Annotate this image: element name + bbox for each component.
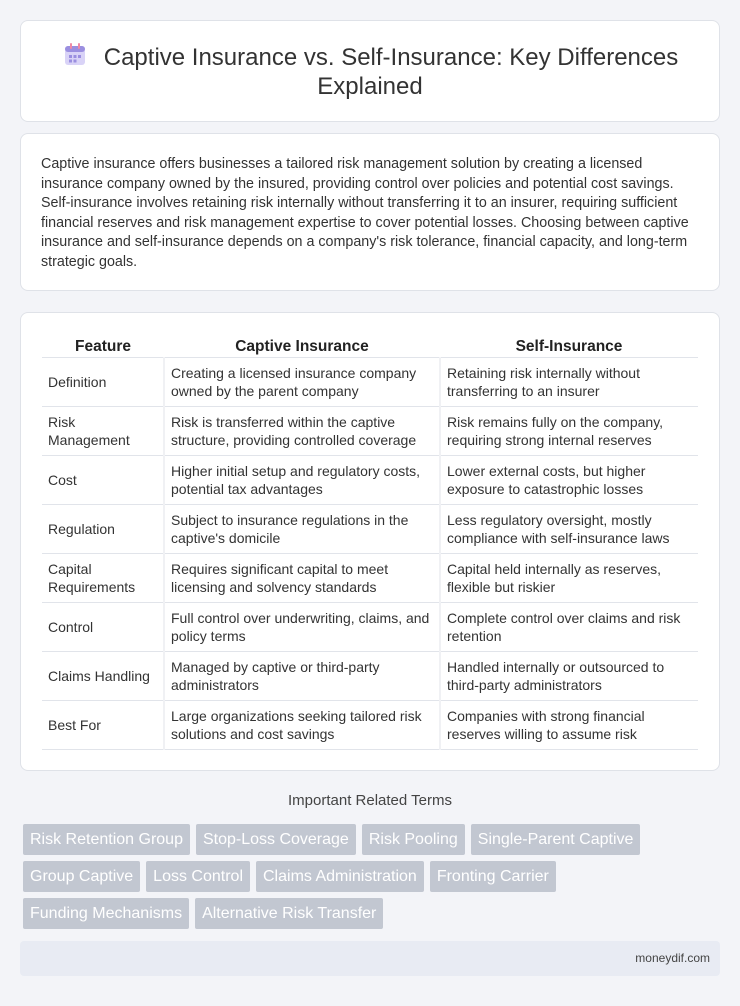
tag-risk-pooling[interactable]: Risk Pooling xyxy=(362,824,465,855)
intro-card xyxy=(20,133,720,291)
tag-risk-retention-group[interactable]: Risk Retention Group xyxy=(23,824,190,855)
table-row xyxy=(42,406,698,455)
intro-paragraph: Captive insurance offers businesses a tailored risk management solution by creating a licensed insurance company owned by the insured, providing control over policies and potential cost savings. Self-insurance involves retaining risk internally without transferring it to an insurer, requiring sufficient financial reserves and risk management expertise to cover potential losses. Choosing between captive insurance and self-insurance depends on a company's risk tolerance, financial capacity, and long-term strategic goals. xyxy=(41,156,689,270)
captive-cell: Managed by captive or third-party administrators xyxy=(164,651,440,700)
self-cell: Lower external costs, but higher exposure to catastrophic losses xyxy=(440,455,698,504)
feature-cell: Definition xyxy=(42,357,164,406)
self-cell: Complete control over claims and risk retention xyxy=(440,602,698,651)
feature-cell: Cost xyxy=(42,455,164,504)
title-card xyxy=(20,20,720,122)
tag-single-parent-captive[interactable]: Single-Parent Captive xyxy=(471,824,641,855)
feature-cell: Best For xyxy=(42,700,164,749)
table-row xyxy=(42,553,698,602)
self-cell: Handled internally or outsourced to third-party administrators xyxy=(440,651,698,700)
tag-stop-loss-coverage[interactable]: Stop-Loss Coverage xyxy=(196,824,356,855)
tag-funding-mechanisms[interactable]: Funding Mechanisms xyxy=(23,898,189,929)
header-feature: Feature xyxy=(42,333,164,357)
self-cell: Less regulatory oversight, mostly compliance with self-insurance laws xyxy=(440,504,698,553)
page-title-text: Captive Insurance vs. Self-Insurance: Key Differences Explained xyxy=(103,44,679,100)
footer xyxy=(20,941,720,976)
comparison-card xyxy=(20,312,720,771)
self-cell: Retaining risk internally without transferring to an insurer xyxy=(440,357,698,406)
comparison-table xyxy=(42,333,698,750)
table-row xyxy=(42,602,698,651)
table-row xyxy=(42,357,698,406)
captive-cell: Risk is transferred within the captive structure, providing controlled coverage xyxy=(164,406,440,455)
feature-cell: Regulation xyxy=(42,504,164,553)
tag-claims-administration[interactable]: Claims Administration xyxy=(256,861,424,892)
table-row xyxy=(42,700,698,749)
captive-cell: Full control over underwriting, claims, and policy terms xyxy=(164,602,440,651)
table-header-row xyxy=(42,333,698,357)
tag-group-captive[interactable]: Group Captive xyxy=(23,861,140,892)
header-captive: Captive Insurance xyxy=(164,333,440,357)
tag-alternative-risk-transfer[interactable]: Alternative Risk Transfer xyxy=(195,898,383,929)
captive-cell: Large organizations seeking tailored risk solutions and cost savings xyxy=(164,700,440,749)
tag-fronting-carrier[interactable]: Fronting Carrier xyxy=(430,861,556,892)
page-title xyxy=(61,42,679,101)
captive-cell: Creating a licensed insurance company owned by the parent company xyxy=(164,357,440,406)
table-row xyxy=(42,455,698,504)
captive-cell: Requires significant capital to meet licensing and solvency standards xyxy=(164,553,440,602)
feature-cell: Risk Management xyxy=(42,406,164,455)
captive-cell: Subject to insurance regulations in the captive's domicile xyxy=(164,504,440,553)
tag-loss-control[interactable]: Loss Control xyxy=(146,861,250,892)
table-row xyxy=(42,651,698,700)
related-terms-list xyxy=(23,824,713,929)
feature-cell: Claims Handling xyxy=(42,651,164,700)
captive-cell: Higher initial setup and regulatory costs, potential tax advantages xyxy=(164,455,440,504)
self-cell: Capital held internally as reserves, flexible but riskier xyxy=(440,553,698,602)
self-cell: Companies with strong financial reserves willing to assume risk xyxy=(440,700,698,749)
footer-site[interactable]: moneydif.com xyxy=(635,951,710,965)
header-self: Self-Insurance xyxy=(440,333,698,357)
calendar-icon xyxy=(62,42,88,68)
self-cell: Risk remains fully on the company, requiring strong internal reserves xyxy=(440,406,698,455)
related-terms-heading: Important Related Terms xyxy=(288,792,452,809)
table-row xyxy=(42,504,698,553)
feature-cell: Control xyxy=(42,602,164,651)
feature-cell: Capital Requirements xyxy=(42,553,164,602)
